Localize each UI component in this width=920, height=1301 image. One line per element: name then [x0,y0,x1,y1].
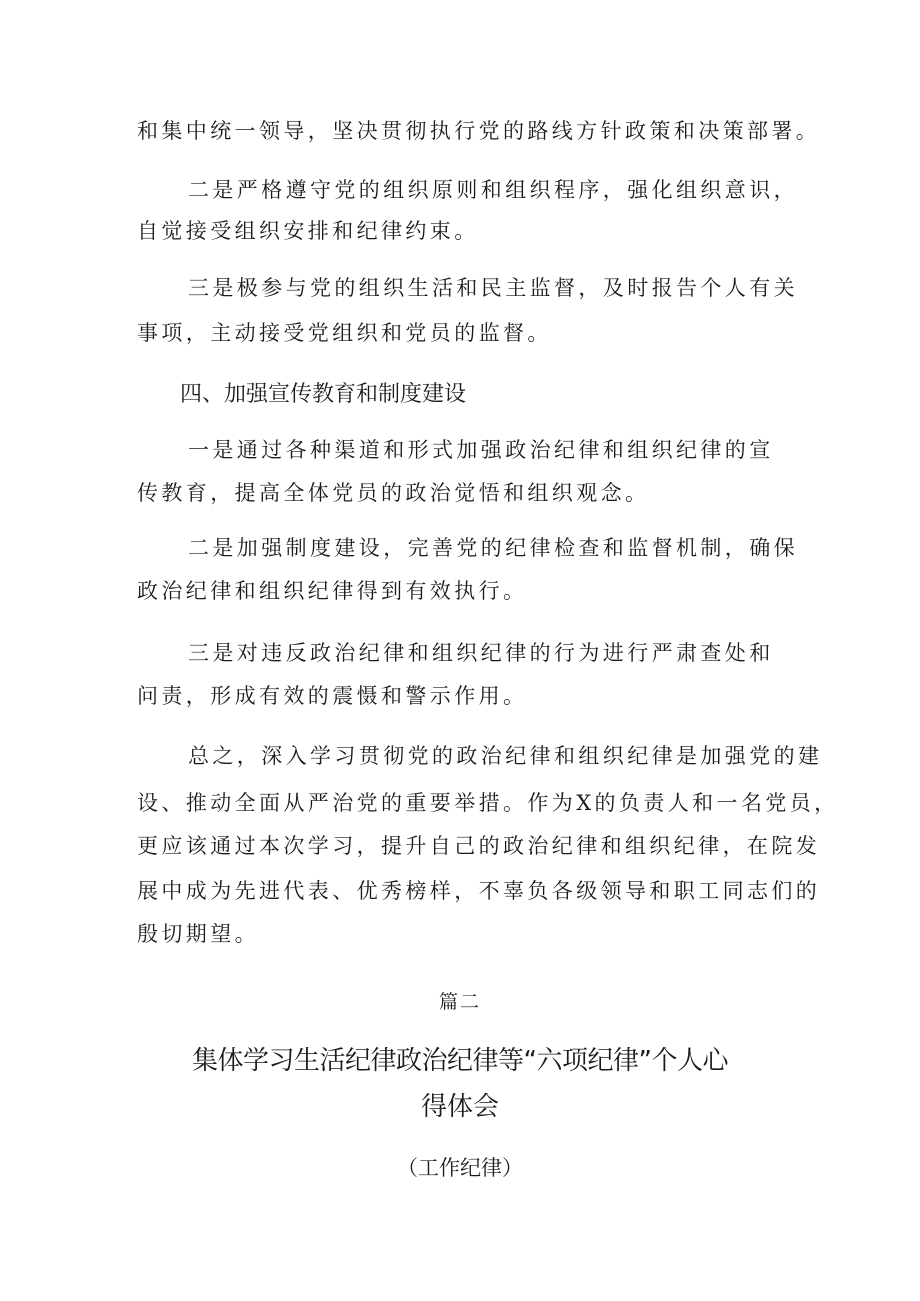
paragraph-line: 总之，深入学习贯彻党的政治纪律和组织纪律是加强党的建 [188,744,823,768]
part-label: 篇二 [438,991,481,1013]
paragraph-line: 二是严格遵守党的组织原则和组织程序，强化组织意识， [188,178,798,202]
paragraph-line: 展中成为先进代表、优秀榜样，不辜负各级领导和职工同志们的 [137,879,821,903]
paragraph-line: 设、推动全面从严治党的重要举措。作为X的负责人和一名党员， [137,791,839,815]
paragraph-line: 自觉接受组织安排和纪律约束。 [137,219,479,243]
document-subtitle: （工作纪律） [397,1156,523,1180]
paragraph-line: 传教育，提高全体党员的政治觉悟和组织观念。 [137,481,650,505]
paragraph-line: 更应该通过本次学习，提升自己的政治纪律和组织纪律，在院发 [137,834,821,858]
paragraph-line: 和集中统一领导，坚决贯彻执行党的路线方针政策和决策部署。 [137,119,821,143]
paragraph-line: 政治纪律和组织纪律得到有效执行。 [137,579,528,603]
paragraph-line: 问责，形成有效的震慑和警示作用。 [137,684,528,708]
paragraph-line: 二是加强制度建设，完善党的纪律检查和监督机制，确保 [188,536,798,560]
section-heading: 四、加强宣传教育和制度建设 [180,382,467,407]
paragraph-line: 一是通过各种渠道和形式加强政治纪律和组织纪律的宣 [188,438,774,462]
document-title-continued: 得体会 [420,1092,499,1122]
paragraph-line: 殷切期望。 [137,922,259,946]
document-title: 集体学习生活纪律政治纪律等“六项纪律”个人心 [192,1046,728,1076]
paragraph-line: 三是对违反政治纪律和组织纪律的行为进行严肃查处和 [188,641,774,665]
paragraph-line: 事项，主动接受党组织和党员的监督。 [137,321,552,345]
paragraph-line: 三是极参与党的组织生活和民主监督，及时报告个人有关 [188,276,798,300]
